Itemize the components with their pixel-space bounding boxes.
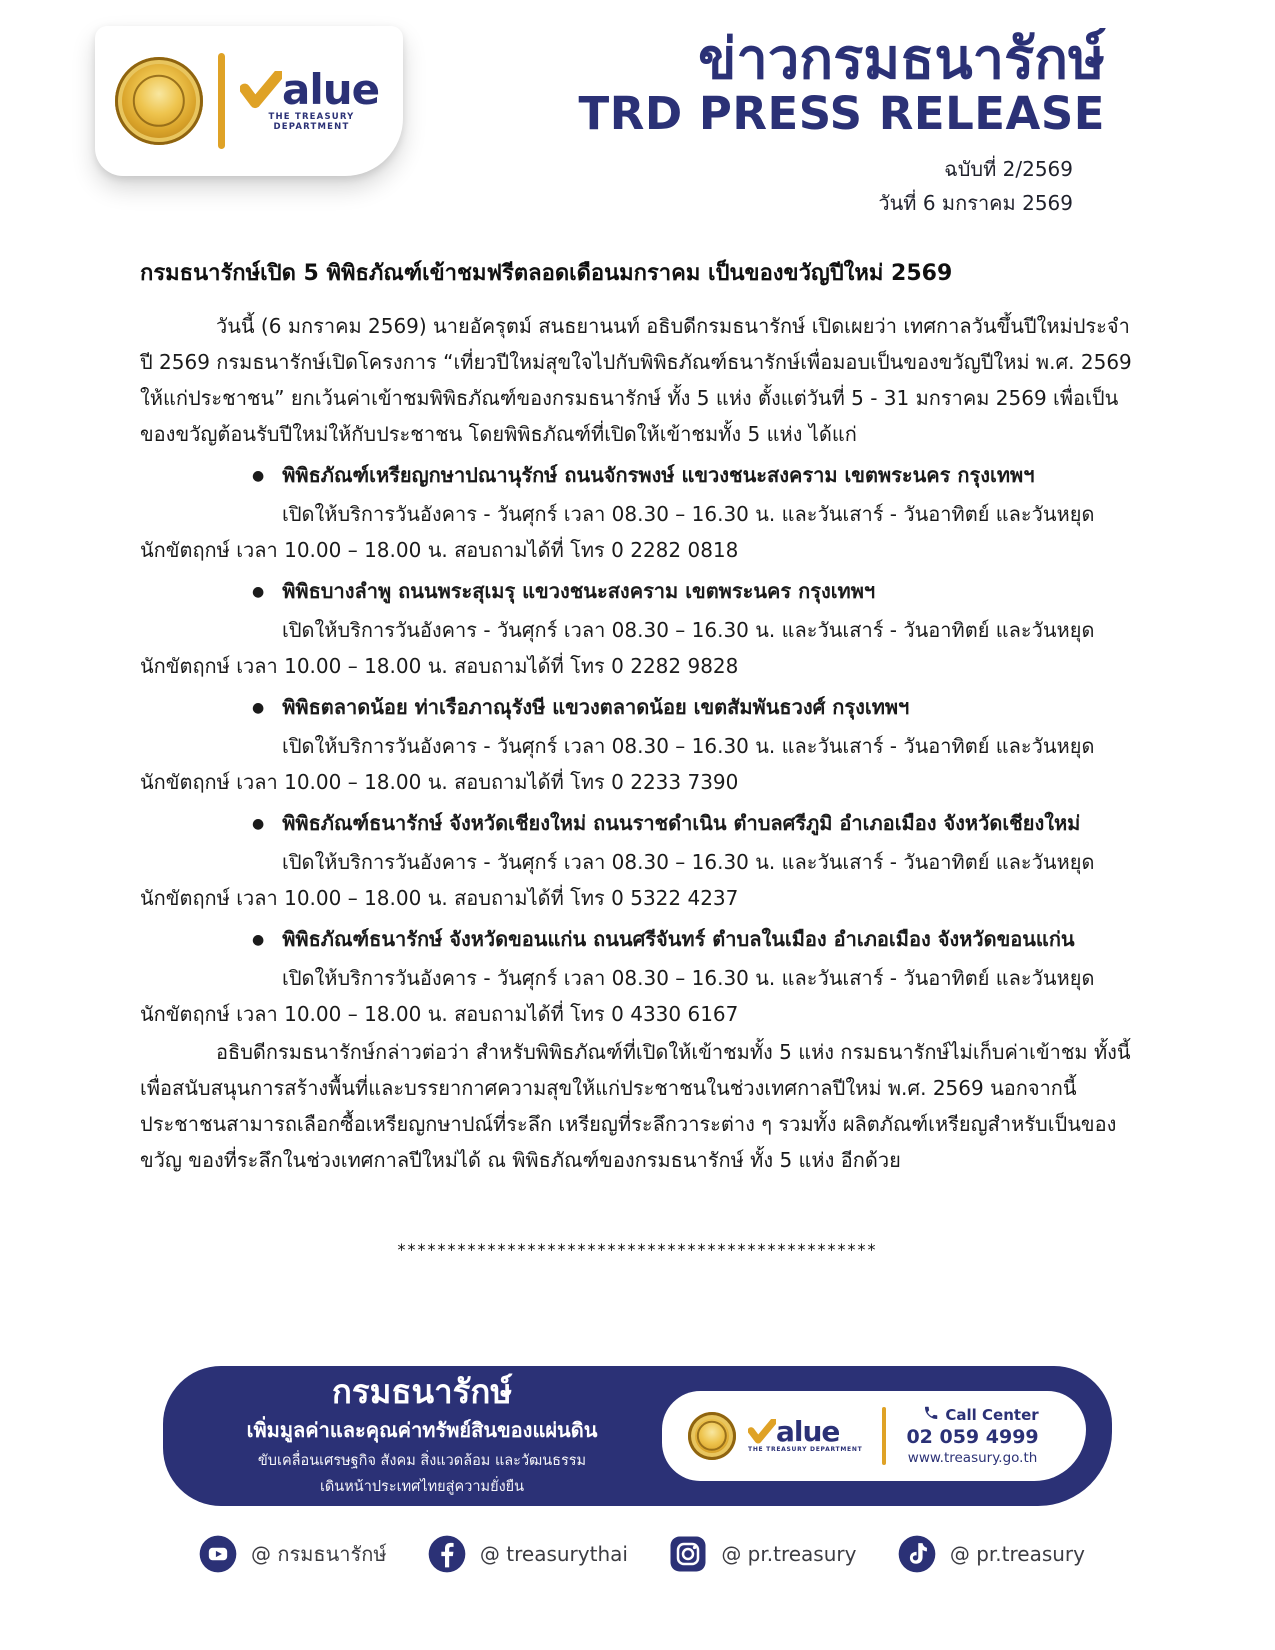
museum-bullet <box>140 805 1135 844</box>
article-body <box>0 220 1275 1268</box>
header <box>0 0 1275 220</box>
press-title-thai: ข่าวกรมธนารักษ์ <box>698 27 1105 92</box>
bullet-icon: ● <box>252 931 265 948</box>
museum-name: พิพิธภัณฑ์เหรียญกษาปณานุรักษ์ ถนนจักรพงษ์ แขวงชนะสงคราม เขตพระนคร กรุงเทพฯ <box>282 462 1035 487</box>
intro-paragraph: วันนี้ (6 มกราคม 2569) นายอัครุตม์ สนธยานนท์ อธิบดีกรมธนารักษ์ เปิดเผยว่า เทศกาลวันขึ้นปีใหม่ประจำปี 2569 กรมธนารักษ์เปิดโครงการ “เที่ยวปีใหม่สุขใจไปกับพิพิธภัณฑ์ธนารักษ์เพื่อมอบเป็นของขวัญปีใหม่ พ.ศ. 2569 ให้แก่ประชาชน” ยกเว้นค่าเข้าชมพิพิธภัณฑ์ของกรมธนารักษ์ ทั้ง 5 แห่ง ตั้งแต่วันที่ 5 - 31 มกราคม 2569 เพื่อเป็นของขวัญต้อนรับปีใหม่ให้กับประชาชน โดยพิพิธภัณฑ์ที่เปิดให้เข้าชมทั้ง 5 แห่ง ได้แก่ <box>140 313 1132 446</box>
social-handle: @ treasurythai <box>479 1542 628 1566</box>
treasury-logo-box <box>95 26 403 176</box>
release-meta <box>579 152 1073 220</box>
check-icon <box>240 71 282 109</box>
value-wordmark <box>240 64 383 114</box>
bullet-icon: ● <box>252 815 265 832</box>
museum-name: พิพิธตลาดน้อย ท่าเรือภาณุรังษี แขวงตลาดน้อย เขตสัมพันธวงศ์ กรุงเทพฯ <box>282 694 910 719</box>
gold-bar-divider <box>882 1407 886 1465</box>
banner-line3: เดินหน้าประเทศไทยสู่ความยั่งยืน <box>319 1478 525 1495</box>
social-handle: @ กรมธนารักษ์ <box>251 1542 387 1566</box>
call-center-label: Call Center <box>945 1406 1039 1425</box>
footer-brand-pill <box>662 1391 1086 1481</box>
museum-name: พิพิธภัณฑ์ธนารักษ์ จังหวัดขอนแก่น ถนนศรีจันทร์ ตำบลในเมือง อำเภอเมือง จังหวัดขอนแก่น <box>282 926 1075 951</box>
youtube-icon <box>198 1534 238 1574</box>
social-item-tiktok <box>897 1534 1085 1574</box>
closing-paragraph: อธิบดีกรมธนารักษ์กล่าวต่อว่า สำหรับพิพิธภัณฑ์ที่เปิดให้เข้าชมทั้ง 5 แห่ง กรมธนารักษ์ไม่เก็บค่าเข้าชม ทั้งนี้เพื่อสนับสนุนการสร้างพื้นที่และบรรยากาศความสุขให้แก่ประชาชนในช่วงเทศกาลปีใหม่ พ.ศ. 2569 นอกจากนี้ประชาชนสามารถเลือกซื้อเหรียญกษาปณ์ที่ระลึก เหรียญที่ระลึกวาระต่าง ๆ รวมทั้ง ผลิตภัณฑ์เหรียญสำหรับเป็นของขวัญ ของที่ระลึกในช่วงเทศกาลปีใหม่ได้ ณ พิพิธภัณฑ์ของกรมธนารักษ์ ทั้ง 5 แห่ง อีกด้วย <box>140 1039 1131 1172</box>
footer <box>0 1366 1275 1574</box>
value-subtitle: THE TREASURY DEPARTMENT <box>268 111 355 132</box>
social-item-instagram <box>668 1534 856 1574</box>
social-handle: @ pr.treasury <box>949 1542 1085 1566</box>
check-icon <box>748 1419 776 1444</box>
value-text: alue <box>282 64 380 114</box>
museum-bullet <box>140 921 1135 960</box>
issue-number: ฉบับที่ 2/2569 <box>944 156 1073 181</box>
museum-detail: เปิดให้บริการวันอังคาร - วันศุกร์ เวลา 08.30 – 16.30 น. และวันเสาร์ - วันอาทิตย์ และวันหยุดนักขัตฤกษ์ เวลา 10.00 – 18.00 น. สอบถามได้ที่ โทร 0 2282 0818 <box>140 501 1095 562</box>
website-url: www.treasury.go.th <box>907 1449 1038 1466</box>
bullet-icon: ● <box>252 583 265 600</box>
treasury-seal-icon <box>688 1412 736 1460</box>
value-logo <box>240 64 383 132</box>
treasury-seal-icon <box>115 57 203 145</box>
museum-name: พิพิธภัณฑ์ธนารักษ์ จังหวัดเชียงใหม่ ถนนราชดำเนิน ตำบลศรีภูมิ อำเภอเมือง จังหวัดเชียงใหม่ <box>282 810 1081 835</box>
bullet-icon: ● <box>252 699 265 716</box>
call-center-number: 02 059 4999 <box>906 1426 1039 1449</box>
social-handle: @ pr.treasury <box>721 1542 857 1566</box>
museum-detail: เปิดให้บริการวันอังคาร - วันศุกร์ เวลา 08.30 – 16.30 น. และวันเสาร์ - วันอาทิตย์ และวันหยุดนักขัตฤกษ์ เวลา 10.00 – 18.00 น. สอบถามได้ที่ โทร 0 2233 7390 <box>140 733 1095 794</box>
call-center-info <box>906 1405 1038 1467</box>
gold-bar-divider <box>218 53 225 149</box>
social-row <box>198 1534 1085 1574</box>
phone-icon <box>923 1405 939 1426</box>
bullet-icon: ● <box>252 467 265 484</box>
museum-detail: เปิดให้บริการวันอังคาร - วันศุกร์ เวลา 08.30 – 16.30 น. และวันเสาร์ - วันอาทิตย์ และวันหยุดนักขัตฤกษ์ เวลา 10.00 – 18.00 น. สอบถามได้ที่ โทร 0 2282 9828 <box>140 617 1095 678</box>
banner-line2: ขับเคลื่อนเศรษฐกิจ สังคม สิ่งแวดล้อม และวัฒนธรรม <box>257 1452 587 1469</box>
museum-bullet <box>140 689 1135 728</box>
headline: กรมธนารักษ์เปิด 5 พิพิธภัณฑ์เข้าชมฟรีตลอดเดือนมกราคม เป็นของขวัญปีใหม่ 2569 <box>140 260 953 286</box>
banner-title: กรมธนารักษ์ <box>331 1372 513 1412</box>
banner-slogan: เพิ่มมูลค่าและคุณค่าทรัพย์สินของแผ่นดิน <box>246 1417 598 1442</box>
value-wordmark <box>748 1414 862 1448</box>
banner-text <box>197 1374 647 1497</box>
social-item-youtube <box>198 1534 387 1574</box>
press-title-en: TRD PRESS RELEASE <box>578 87 1105 140</box>
call-center-row <box>906 1405 1038 1426</box>
value-text: alue <box>776 1414 840 1448</box>
museum-name: พิพิธบางลำพู ถนนพระสุเมรุ แขวงชนะสงคราม เขตพระนคร กรุงเทพฯ <box>282 578 876 603</box>
header-titles <box>578 27 1105 220</box>
instagram-icon <box>668 1534 708 1574</box>
value-logo <box>748 1414 863 1454</box>
museum-detail: เปิดให้บริการวันอังคาร - วันศุกร์ เวลา 08.30 – 16.30 น. และวันเสาร์ - วันอาทิตย์ และวันหยุดนักขัตฤกษ์ เวลา 10.00 – 18.00 น. สอบถามได้ที่ โทร 0 4330 6167 <box>140 965 1095 1026</box>
museum-bullet <box>140 457 1135 496</box>
tiktok-icon <box>897 1534 937 1574</box>
asterisk-divider: ************************************************ <box>397 1239 878 1259</box>
museum-bullet <box>140 573 1135 612</box>
facebook-icon <box>427 1534 467 1574</box>
social-item-facebook <box>427 1534 628 1574</box>
value-subtitle: THE TREASURY DEPARTMENT <box>748 1446 863 1454</box>
footer-banner <box>163 1366 1112 1506</box>
release-date: วันที่ 6 มกราคม 2569 <box>878 190 1073 215</box>
museum-detail: เปิดให้บริการวันอังคาร - วันศุกร์ เวลา 08.30 – 16.30 น. และวันเสาร์ - วันอาทิตย์ และวันหยุดนักขัตฤกษ์ เวลา 10.00 – 18.00 น. สอบถามได้ที่ โทร 0 5322 4237 <box>140 849 1095 910</box>
